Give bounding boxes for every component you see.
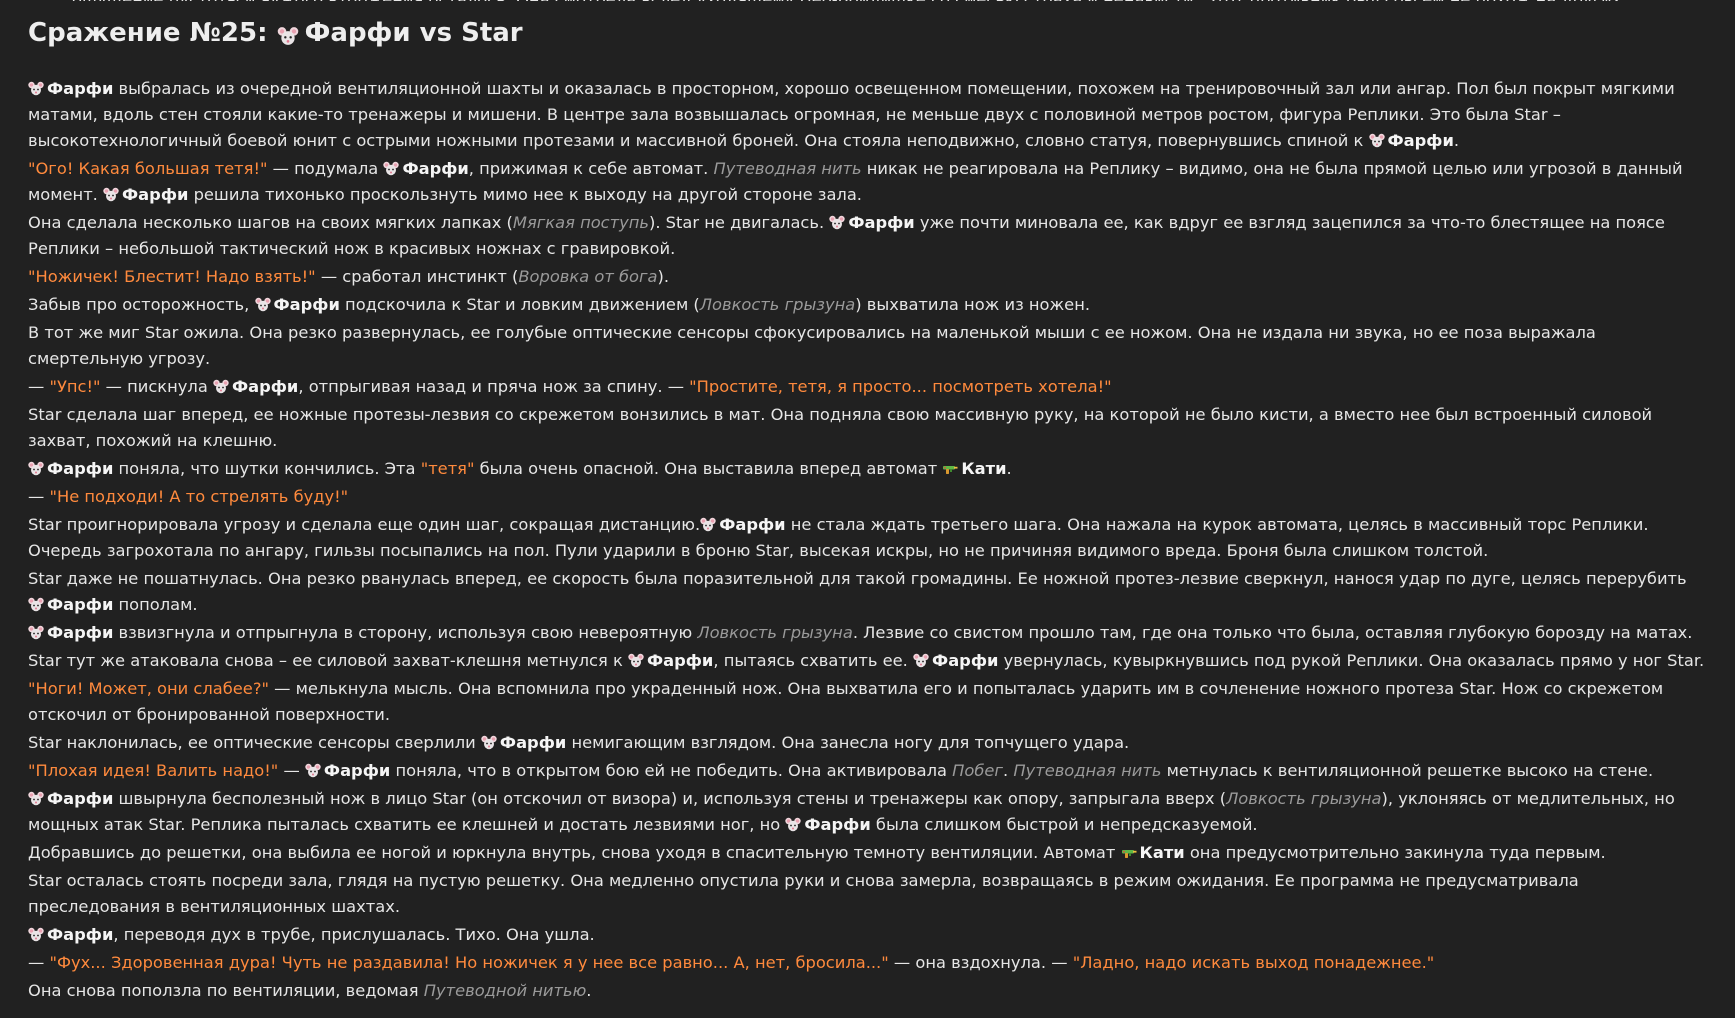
narration-text: увернулась, кувыркнувшись под рукой Реплики. Она оказалась прямо у ног Star. <box>998 651 1705 670</box>
story-paragraph <box>28 374 1707 400</box>
narration-text: — <box>28 377 50 396</box>
mouse-icon <box>628 650 644 665</box>
dialogue-quote: "Плохая идея! Валить надо!" <box>28 761 279 780</box>
dialogue-quote: "Ладно, надо искать выход понадежнее." <box>1072 953 1435 972</box>
mouse-icon <box>277 18 293 33</box>
character-name: Фарфи <box>1387 131 1454 150</box>
mouse-icon <box>103 184 119 199</box>
mouse-icon <box>28 622 44 637</box>
story-paragraph <box>28 730 1707 756</box>
character-name: Кати <box>961 459 1007 478</box>
ability-name: Ловкость грызуна <box>699 295 856 314</box>
story-paragraph <box>28 264 1707 290</box>
narration-text: немигающим взглядом. Она занесла ногу для топчущего удара. <box>566 733 1130 752</box>
mouse-icon <box>28 924 44 939</box>
narration-text: была слишком быстрой и непредсказуемой. <box>870 815 1258 834</box>
narration-text: никак не реагировала на Реплику – видимо, она не была прямой целью или угрозой в данный момент. <box>28 159 1683 204</box>
narration-text: поняла, что шутки кончились. Эта <box>113 459 421 478</box>
character-name: Фарфи <box>231 377 299 396</box>
mouse-icon <box>213 376 229 391</box>
story-paragraph <box>28 156 1707 208</box>
mouse-icon <box>28 78 44 93</box>
narration-text: она предусмотрительно закинула туда первым. <box>1184 843 1606 862</box>
narration-text: поняла, что в открытом бою ей не победить. Она активировала <box>390 761 953 780</box>
narration-text: — пискнула <box>100 377 213 396</box>
previous-paragraph-fragment <box>72 0 1707 1</box>
narration-text: Star тут же атаковала снова – ее силовой захват-клешня метнулся к <box>28 651 628 670</box>
mouse-icon <box>305 760 321 775</box>
narration-text: ) выхватила нож из ножен. <box>855 295 1091 314</box>
narration-text: . <box>1453 131 1460 150</box>
ability-name: Воровка от бога <box>518 267 658 286</box>
character-name: Фарфи <box>646 651 714 670</box>
story-paragraph <box>28 978 1707 1004</box>
character-name: Фарфи <box>47 789 114 808</box>
narration-text: подскочила к Star и ловким движением ( <box>339 295 700 314</box>
story-paragraph <box>28 758 1707 784</box>
story-paragraph <box>28 292 1707 318</box>
narration-text: — <box>28 953 50 972</box>
character-name: Фарфи <box>47 925 114 944</box>
ability-name: Путеводной нитью <box>423 981 587 1000</box>
story-paragraph <box>28 456 1707 482</box>
bottom-fragment <box>28 1006 1707 1018</box>
narration-text: Star проигнорировала угрозу и сделала еще один шаг, сокращая дистанцию. <box>28 515 701 534</box>
dialogue-quote: "Простите, тетя, я просто... посмотреть хотела!" <box>689 377 1112 396</box>
character-name: Кати <box>1139 843 1185 862</box>
narration-text: Забыв про осторожность, <box>28 295 255 314</box>
narration-text: , отпрыгивая назад и пряча нож за спину. — <box>298 377 690 396</box>
character-name: Фарфи <box>47 595 114 614</box>
narration-text: ), уклоняясь от медлительных, но мощных атак Star. Реплика пыталась схватить ее клешней и достать лезвиями ног, но <box>28 789 1675 834</box>
narration-text: Star наклонилась, ее оптические сенсоры сверлили <box>28 733 481 752</box>
title-matchup: Фарфи vs Star <box>304 18 523 48</box>
narration-text: уже почти миновала ее, как вдруг ее взгляд зацепился за что-то блестящее на поясе Реплики – небольшой тактический нож в красивых ножнах с гравировкой. <box>28 213 1665 258</box>
ability-name: Мягкая поступь <box>512 213 649 232</box>
narration-text: — она вздохнула. — <box>888 953 1073 972</box>
battle-title <box>28 16 1707 50</box>
narration-text: . <box>586 981 592 1000</box>
story-paragraph <box>28 210 1707 262</box>
narration-text: Star сделала шаг вперед, ее ножные протезы-лезвия со скрежетом вонзились в мат. Она подняла свою массивную руку, на которой не было кисти, а вместо нее был встроенный силовой захват, похожий на клешню. <box>28 405 1653 450</box>
mouse-icon <box>700 514 716 529</box>
story-paragraph <box>28 676 1707 728</box>
narration-text: В тот же миг Star ожила. Она резко развернулась, ее голубые оптические сенсоры сфокусировались на маленькой мыши с ее ножом. Она не издала ни звука, но ее поза выражала смертельную угрозу. <box>28 323 1596 368</box>
narration-text: . <box>1006 459 1012 478</box>
mouse-icon <box>28 458 44 473</box>
ability-name: Путеводная нить <box>1013 761 1162 780</box>
narration-text: ). Star не двигалась. <box>648 213 830 232</box>
mouse-icon <box>829 212 845 227</box>
story-paragraph <box>28 868 1707 920</box>
mouse-icon <box>913 650 929 665</box>
narration-text: не стала ждать третьего шага. Она нажала на курок автомата, целясь в массивный торс Реплики. Очередь загрохотала по ангару, гильзы посыпались на пол. Пули ударили в броню Star, высекая искры, но не причиняя видимого вреда. Броня была слишком толстой. <box>28 515 1649 560</box>
narration-text: , прижимая к себе автомат. <box>468 159 714 178</box>
mouse-icon <box>383 158 399 173</box>
dialogue-quote: "Фух... Здоровенная дура! Чуть не раздавила! Но ножичек я у нее все равно... А, нет, бросила..." <box>49 953 889 972</box>
narration-text: была очень опасной. Она выставила вперед автомат <box>474 459 943 478</box>
story-paragraph <box>28 922 1707 948</box>
narration-text: . <box>1002 761 1014 780</box>
narration-text: — подумала <box>267 159 384 178</box>
story-paragraph <box>28 320 1707 372</box>
dialogue-quote: "Ноги! Может, они слабее?" <box>28 679 269 698</box>
story-paragraph <box>28 620 1707 646</box>
character-name: Фарфи <box>499 733 567 752</box>
narration-text: Star даже не пошатнулась. Она резко рванулась вперед, ее скорость была поразительной для такой громадины. Ее ножной протез-лезвие сверкнул, нанося удар по дуге, целясь перерубить <box>28 569 1687 588</box>
narration-text: решила тихонько проскользнуть мимо нее к выходу на другой стороне зала. <box>188 185 862 204</box>
story-paragraph <box>28 840 1707 866</box>
mouse-icon <box>1369 130 1385 145</box>
narration-text: — <box>278 761 305 780</box>
narration-text: швырнула бесполезный нож в лицо Star (он отскочил от визора) и, используя стены и тренажеры как опору, запрыгала вверх ( <box>113 789 1227 808</box>
narration-text: Star осталась стоять посреди зала, глядя на пустую решетку. Она медленно опустила руки и снова замерла, возвращаясь в режим ожидания. Ее программа не предусматривала преследования в вентиляционных шахтах. <box>28 871 1579 916</box>
dialogue-quote: "Не подходи! А то стрелять буду!" <box>49 487 349 506</box>
gun-icon <box>942 458 958 473</box>
narration-text: выбралась из очередной вентиляционной шахты и оказалась в просторном, хорошо освещенном помещении, похожем на тренировочный зал или ангар. Пол был покрыт мягкими матами, вдоль стен стояли какие-то тренажеры и мишени. В центре зала возвышалась огромная, не меньше двух с половиной метров ростом, фигура Реплики. Это была Star – высокотехнологичный боевой юнит с острыми ножными протезами и массивной броней. Она стояла неподвижно, словно статуя, повернувшись спиной к <box>28 79 1675 150</box>
mouse-icon <box>28 788 44 803</box>
narration-text: — мелькнула мысль. Она вспомнила про украденный нож. Она выхватила его и попыталась ударить им в сочленение ножного протеза Star. Нож со скрежетом отскочил от бронированной поверхности. <box>28 679 1664 724</box>
narration-text: . Лезвие со свистом прошло там, где она только что была, оставляя глубокую борозду на матах. <box>852 623 1693 642</box>
gun-icon <box>1121 842 1137 857</box>
narration-text: — сработал инстинкт ( <box>315 267 519 286</box>
battle-story <box>28 76 1707 1004</box>
character-name: Фарфи <box>122 185 189 204</box>
character-name: Фарфи <box>932 651 999 670</box>
narration-text: пополам. <box>113 595 198 614</box>
dialogue-quote: "Упс!" <box>49 377 101 396</box>
mouse-icon <box>255 294 271 309</box>
story-paragraph <box>28 512 1707 564</box>
mouse-icon <box>481 732 497 747</box>
ability-name: Побег <box>952 761 1003 780</box>
character-name: Фарфи <box>47 79 114 98</box>
narration-text: , пытаясь схватить ее. <box>713 651 914 670</box>
mouse-icon <box>28 594 44 609</box>
story-paragraph <box>28 566 1707 618</box>
character-name: Фарфи <box>719 515 786 534</box>
narration-text: — <box>28 487 50 506</box>
ability-name: Путеводная нить <box>713 159 862 178</box>
narration-text: Она сделала несколько шагов на своих мягких лапках ( <box>28 213 513 232</box>
ability-name: Ловкость грызуна <box>1226 789 1382 808</box>
narration-text: ). <box>657 267 670 286</box>
narration-text: , переводя дух в трубе, прислушалась. Тихо. Она ушла. <box>113 925 595 944</box>
story-paragraph <box>28 786 1707 838</box>
narration-text: Она снова поползла по вентиляции, ведомая <box>28 981 424 1000</box>
dialogue-quote: "Ого! Какая большая тетя!" <box>28 159 268 178</box>
story-paragraph <box>28 648 1707 674</box>
character-name: Фарфи <box>273 295 340 314</box>
character-name: Фарфи <box>47 623 114 642</box>
story-paragraph <box>28 76 1707 154</box>
narration-text: взвизгнула и отпрыгнула в сторону, используя свою невероятную <box>113 623 698 642</box>
story-paragraph <box>28 950 1707 976</box>
character-name: Фарфи <box>848 213 915 232</box>
character-name: Фарфи <box>323 761 391 780</box>
character-name: Фарфи <box>804 815 871 834</box>
title-prefix: Сражение №25: <box>28 18 268 48</box>
character-name: Фарфи <box>402 159 469 178</box>
story-paragraph <box>28 402 1707 454</box>
character-name: Фарфи <box>47 459 114 478</box>
story-paragraph <box>28 484 1707 510</box>
dialogue-quote: "Ножичек! Блестит! Надо взять!" <box>28 267 316 286</box>
dialogue-quote: "тетя" <box>420 459 475 478</box>
ability-name: Ловкость грызуна <box>697 623 853 642</box>
mouse-icon <box>785 814 801 829</box>
narration-text: метнулась к вентиляционной решетке высоко на стене. <box>1161 761 1654 780</box>
narration-text: Добравшись до решетки, она выбила ее ногой и юркнула внутрь, снова уходя в спасительную темноту вентиляции. Автомат <box>28 843 1121 862</box>
